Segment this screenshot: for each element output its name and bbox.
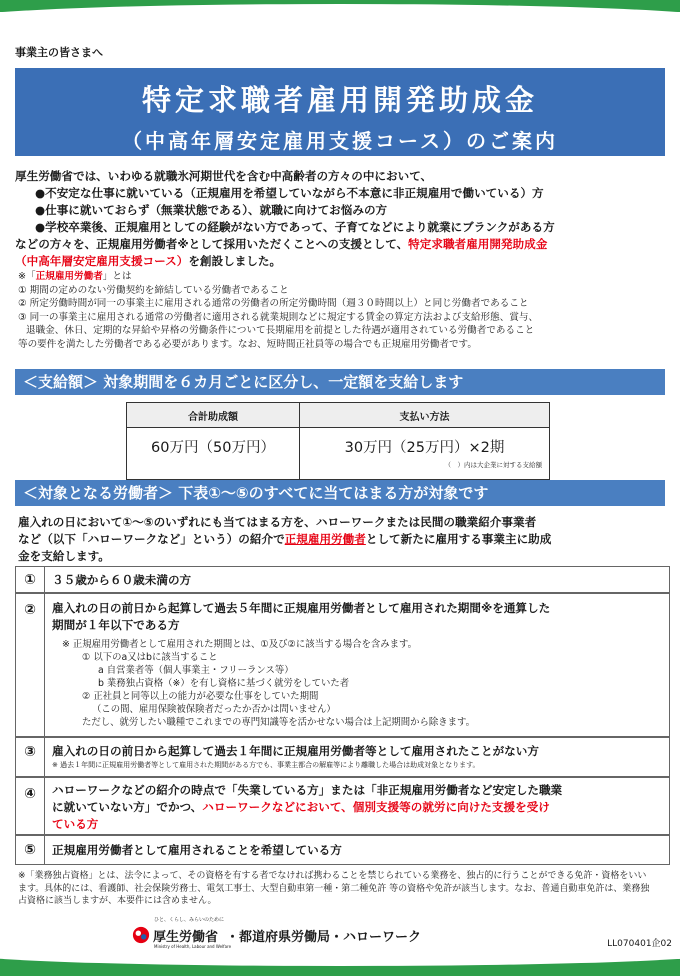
payment-table: [126, 402, 550, 480]
condition-number: ③: [16, 738, 45, 776]
condition-number: ②: [16, 594, 45, 736]
document-id: LL070401企02: [607, 939, 672, 949]
note-item: 等の要件を満たした労働者である必要があります。なお、短時間正社員等の場合でも正規雇用労働者です。: [18, 338, 477, 350]
intro-bullet: ●学校卒業後、正規雇用としての経験がない方であって、子育てなどにより就業にブランクがある方: [35, 220, 555, 234]
condition-note: a 自営業者等（個人事業主・フリーランス等）: [98, 665, 294, 676]
ministry-logo: [132, 917, 422, 949]
title-main: 特定求職者雇用開発助成金: [141, 83, 538, 117]
condition-row-3: [15, 737, 670, 777]
condition-text: 期間が１年以下である方: [52, 618, 180, 632]
condition-text: ３５歳から６０歳未満の方: [52, 573, 192, 587]
note-item: ① 期間の定めのない労働契約を締結している労働者であること: [18, 284, 289, 296]
ministry-logo-icon: [132, 926, 150, 944]
table-cell-total: 60万円（50万円）: [127, 428, 300, 480]
title-sub: （中高年層安定雇用支援コース）のご案内: [122, 129, 558, 153]
table-cell-method: 30万円（25万円）×2期 （ ）内は大企業に対する支給額: [300, 428, 550, 480]
condition-note: （この間、雇用保険被保険者だったか否かは問いません）: [92, 704, 336, 715]
note-item: ② 所定労働時間が同一の事業主に雇用される通常の労働者の所定労働時間（週３０時間以上）と同じ労働者であること: [18, 298, 529, 310]
ministry-name: 厚生労働省: [153, 929, 219, 945]
target-intro: 雇入れの日において①～⑤のいずれにも当てはまる方を、ハローワークまたは民間の職業紹介事業者 など（以下「ハローワークなど」という）の紹介で正規雇用労働者として新たに雇用する事業主に助成 金を支給します。: [18, 515, 552, 563]
condition-text: 正規雇用労働者として雇用されることを希望している方: [52, 843, 342, 857]
intro-line: 厚生労働省では、いわゆる就職氷河期世代を含む中高齢者の方々の中において、: [15, 169, 433, 183]
intro-line: などの方々を、正規雇用労働者※として採用いただくことへの支援として、特定求職者雇用開発助成金: [15, 237, 548, 251]
note-item: ③ 同一の事業主に雇用される通常の労働者に適用される就業規則などに規定する賃金の算定方法および支給形態、賞与、: [18, 311, 539, 323]
intro-bullet: ●仕事に就いておらず（無業状態である）、就職に向けてお悩みの方: [35, 203, 388, 217]
condition-note: ※ 過去１年間に正規雇用労働者等として雇用された期間がある方でも、事業主都合の解雇等により離職した場合は助成対象となります。: [52, 761, 480, 769]
condition-row-1: [15, 566, 670, 593]
condition-text: ている方: [52, 817, 99, 831]
condition-number: ①: [16, 567, 45, 592]
note-item: 退職金、休日、定期的な昇給や昇格の労働条件について長期雇用を前提とした待遇が適用されている労働者であること: [26, 325, 535, 337]
condition-note: ② 正社員と同等以上の能力が必要な仕事をしていた期間: [82, 691, 319, 702]
addressee: 事業主の皆さまへ: [15, 46, 103, 59]
condition-note: ただし、就労したい職種でこれまでの専門知識等を活かせない場合は上記期間から除きます。: [82, 717, 476, 728]
table-header: 合計助成額: [127, 403, 300, 428]
top-decoration: [0, 0, 680, 30]
intro-bullet: ●不安定な仕事に就いている（正規雇用を希望していながら不本意に非正規雇用で働いている）方: [35, 186, 544, 200]
intro-paragraph: [15, 168, 670, 270]
condition-number: ④: [16, 778, 45, 834]
note-heading: ※「正規雇用労働者」とは: [18, 271, 132, 282]
intro-line: （中高年層安定雇用支援コース）を創設しました。: [15, 254, 282, 268]
definition-note: [18, 270, 673, 352]
footer: [0, 908, 680, 976]
condition-note: ※ 正規雇用労働者として雇用された期間とは、①及び②に該当する場合を含みます。: [62, 639, 418, 650]
condition-note: ① 以下のa又はbに該当すること: [82, 652, 218, 663]
condition-row-5: [15, 835, 670, 865]
page-title: [15, 68, 665, 156]
condition-row-2: [15, 593, 670, 737]
section-header-target: ＜対象となる労働者＞ 下表①～⑤のすべてに当てはまる方が対象です: [15, 480, 665, 506]
ministry-english: Ministry of Health, Labour and Welfare: [154, 944, 232, 949]
condition-text: に就いていない方」でかつ、ハローワークなどにおいて、個別支援等の就労に向けた支援を受け: [52, 800, 550, 814]
condition-row-4: [15, 777, 670, 835]
condition-number: ⑤: [16, 836, 45, 864]
condition-text: ハローワークなどの紹介の時点で「失業している方」または「非正規雇用労働者など安定した職業: [52, 783, 563, 797]
condition-text: 雇入れの日の前日から起算して過去１年間に正規雇用労働者等として雇用されたことがない方: [52, 744, 539, 758]
footnote: ※「業務独占資格」とは、法令によって、その資格を有する者でなければ携わることを禁じられている業務を、独占的に行うことができる免許・資格をいい ます。具体的には、看護師、社会保険労務士、電気工事士、大型自動車第一種・第二種免許 等の資格や免許が該当します。なお、普通自動車免許は、業務独 占資格に該当しますが、本要件には含めません。: [18, 871, 650, 906]
condition-note: b 業務独占資格（※）を有し資格に基づく就労をしていた者: [98, 678, 350, 689]
section-header-payment: ＜支給額＞ 対象期間を６カ月ごとに区分し、一定額を支給します: [15, 369, 665, 395]
table-header: 支払い方法: [300, 403, 550, 428]
table-footnote: （ ）内は大企業に対する支給額: [444, 461, 542, 469]
footer-agencies: ・都道府県労働局・ハローワーク: [226, 929, 422, 945]
logo-tagline: ひと、くらし、みらいのために: [154, 917, 225, 923]
condition-text: 雇入れの日の前日から起算して過去５年間に正規雇用労働者として雇用された期間※を通算した: [52, 601, 551, 615]
